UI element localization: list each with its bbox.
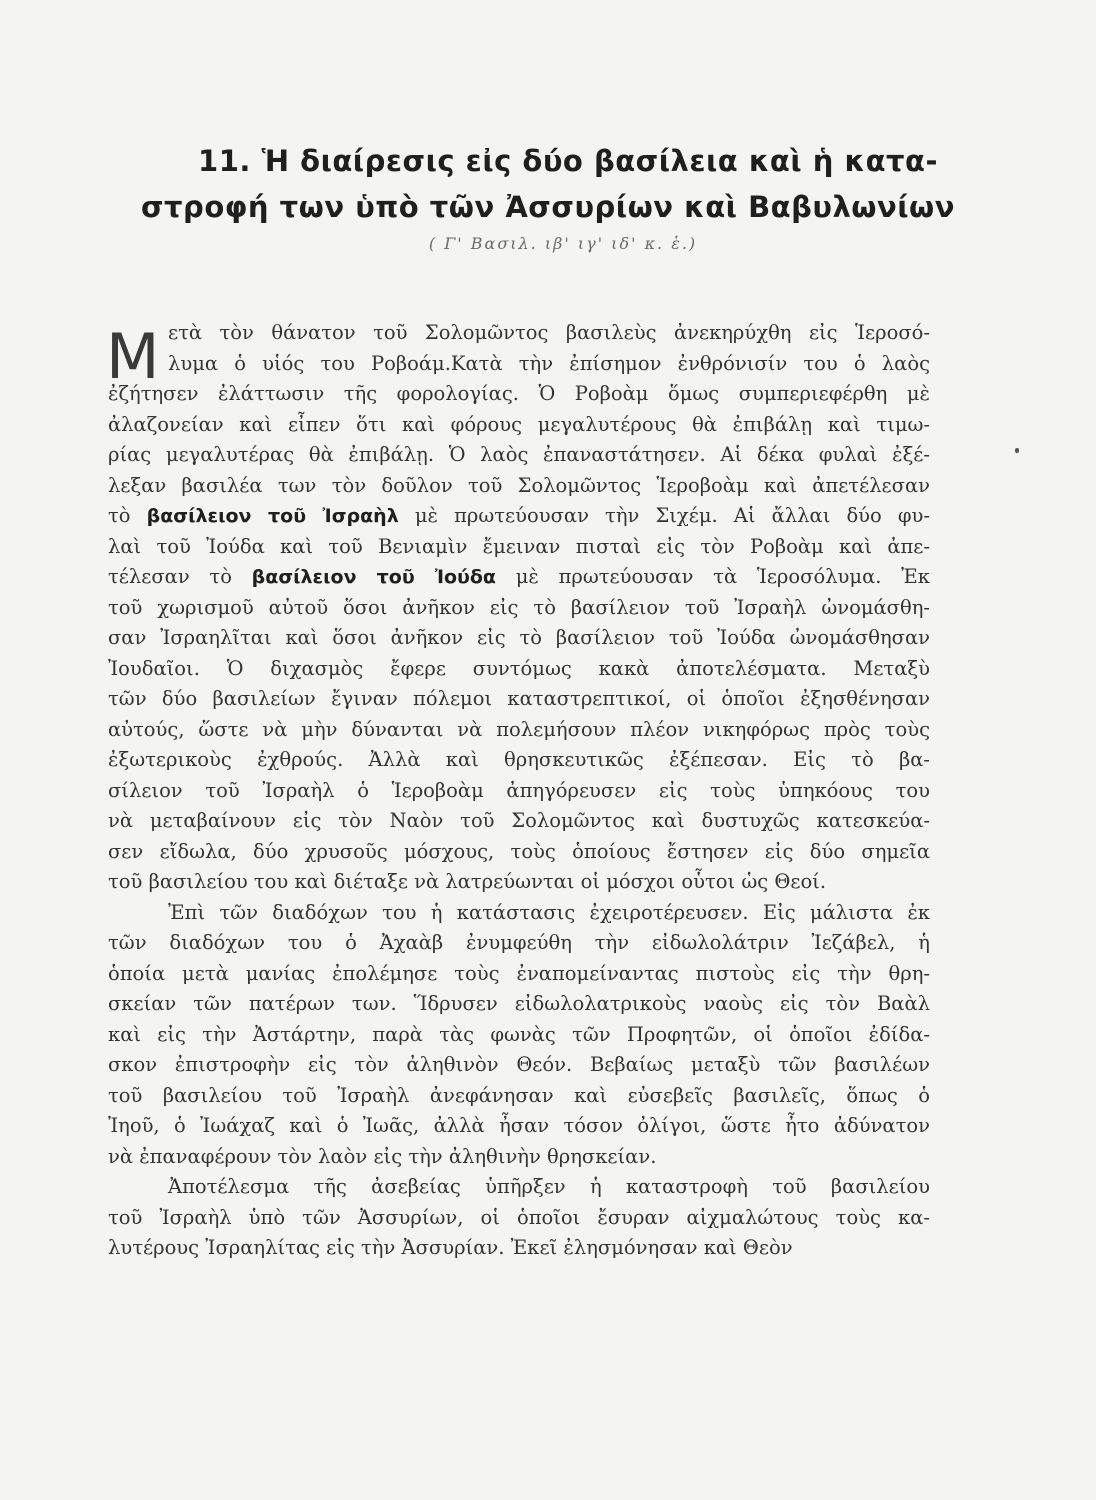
text-segment: τοῦ βασιλείου του καὶ διέταξε νὰ λατρεύωνται οἱ μόσχοι οὗτοι ὡς Θεοί. [108,870,827,893]
text-line [108,471,930,502]
text-line [108,928,930,959]
text-segment: σεν εἴδωλα, δύο χρυσοῦς μόσχους, τοὺς ὁποίους ἔστησεν εἰς δύο σημεῖα [108,839,930,863]
text-segment: ἐζήτησεν ἐλάττωσιν τῆς φορολογίας. Ὁ Ροβοὰμ ὅμως συμπεριεφέρθη μὲ [108,382,930,405]
text-line [108,623,930,654]
text-line [108,410,930,441]
text-segment: τοῦ χωρισμοῦ αὐτοῦ ὅσοι ἀνῆκον εἰς τὸ βασίλειον τοῦ Ἰσραὴλ ὠνομάσθη- [108,595,930,619]
margin-mark [1015,448,1019,453]
text-segment: σαν Ἰσραηλῖται καὶ ὅσοι ἀνῆκον εἰς τὸ βασίλειον τοῦ Ἰούδα ὠνομάσθησαν [108,626,930,649]
text-line [108,379,930,410]
text-line [108,1020,930,1051]
text-segment: νὰ μεταβαίνουν εἰς τὸν Ναὸν τοῦ Σολομῶντος καὶ δυστυχῶς κατεσκεύα- [108,809,930,832]
text-segment: λεξαν βασιλέα των τὸν δοῦλον τοῦ Σολομῶντος Ἱεροβοὰμ καὶ ἀπετέλεσαν [108,473,930,497]
text-segment: λαὶ τοῦ Ἰούδα καὶ τοῦ Βενιαμὶν ἔμειναν πισταὶ εἰς τὸν Ροβοὰμ καὶ ἀπε- [108,534,930,558]
heading-line-2: στροφή των ὑπὸ τῶν Ἀσσυρίων καὶ Βαβυλωνίων [140,190,956,224]
text-line [108,1081,930,1112]
text-segment: ὁποία μετὰ μανίας ἐπολέμησε τοὺς ἐναπομείναντας πιστοὺς εἰς τὴν θρη- [108,961,930,985]
text-line [108,1233,930,1264]
text-line [108,745,930,776]
text-line [108,867,930,898]
text-segment: Ἰηοῦ, ὁ Ἰωάχαζ καὶ ὁ Ἰωᾶς, ἀλλὰ ἦσαν τόσον ὀλίγοι, ὥστε ἦτο ἀδύνατον [108,1114,930,1137]
text-segment: αὐτούς, ὥστε νὰ μὴν δύνανται νὰ πολεμήσουν πλέον νικηφόρως πρὸς τοὺς [108,717,930,741]
text-segment: μὲ πρωτεύουσαν τὰ Ἱεροσόλυμα. Ἐκ [496,565,930,588]
text-segment: τῶν διαδόχων του ὁ Ἀχαὰβ ἐνυμφεύθη τὴν εἰδωλολάτριν Ἰεζάβελ, ἡ [108,931,930,954]
text-line [108,1172,930,1203]
kingdom-name-bold: βασίλειον τοῦ Ἰσραὴλ [146,505,399,527]
text-line [108,806,930,837]
text-segment: ἐξωτερικοὺς ἐχθρούς. Ἀλλὰ καὶ θρησκευτικῶς ἐξέπεσαν. Εἰς τὸ βα- [108,748,930,771]
text-segment: ρίας μεγαλυτέρας θὰ ἐπιβάλῃ. Ὁ λαὸς ἐπαναστάτησεν. Αἱ δέκα φυλαὶ ἐξέ- [108,443,930,466]
text-segment: σκείαν τῶν πατέρων των. Ἵδρυσεν εἰδωλολατρικοὺς ναοὺς εἰς τὸν Βαὰλ [108,992,930,1015]
text-segment: ἀλαζονείαν καὶ εἶπεν ὅτι καὶ φόρους μεγαλυτέρους θὰ ἐπιβάλῃ καὶ τιμω- [108,412,930,436]
text-segment: τέλεσαν τὸ [108,565,252,588]
text-line [108,1142,930,1173]
body-text [108,318,930,1264]
text-line [108,562,930,593]
text-segment: σκον ἐπιστροφὴν εἰς τὸν ἀληθινὸν Θεόν. Βεβαίως μεταξὺ τῶν βασιλέων [108,1053,930,1076]
text-segment: Ἐπὶ τῶν διαδόχων του ἡ κατάστασις ἐχειροτέρευσεν. Εἰς μάλιστα ἐκ [168,900,930,924]
text-segment: καὶ εἰς τὴν Ἀστάρτην, παρὰ τὰς φωνὰς τῶν Προφητῶν, οἱ ὁποῖοι ἐδίδα- [108,1022,930,1046]
drop-cap: Μ [106,320,160,393]
text-line [108,898,930,929]
text-line [108,532,930,563]
text-line [108,1203,930,1234]
text-line [108,349,930,380]
text-line [108,837,930,868]
text-segment: νὰ ἐπαναφέρουν τὸν λαὸν εἰς τὴν ἀληθινὴν θρησκείαν. [108,1144,657,1168]
text-line [108,989,930,1020]
heading-line-1: 11. Ἡ διαίρεσις εἰς δύο βασίλεια καὶ ἡ κατα- [198,144,938,178]
text-segment: ετὰ τὸν θάνατον τοῦ Σολομῶντος βασιλεὺς ἀνεκηρύχθη εἰς Ἱεροσό- [168,321,930,344]
text-line [108,501,930,532]
text-line [108,1111,930,1142]
scripture-reference: ( Γ' Βασιλ. ιβ' ιγ' ιδ' κ. ἑ.) [428,234,698,253]
text-line [108,959,930,990]
text-segment: τῶν δύο βασιλείων ἔγιναν πόλεμοι καταστρεπτικοί, οἱ ὁποῖοι ἐξησθένησαν [108,687,930,710]
text-line [108,593,930,624]
text-line [108,654,930,685]
text-segment: λυμα ὁ υἱός του Ροβοάμ.Κατὰ τὴν ἐπίσημον ἐνθρόνισίν του ὁ λαὸς [168,351,930,375]
text-segment: μὲ πρωτεύουσαν τὴν Σιχέμ. Αἱ ἄλλαι δύο φυ- [398,504,930,527]
text-segment: τὸ [108,504,147,527]
text-segment: Ἰουδαῖοι. Ὁ διχασμὸς ἔφερε συντόμως κακὰ ἀποτελέσματα. Μεταξὺ [108,656,930,680]
text-segment: λυτέρους Ἰσραηλίτας εἰς τὴν Ἀσσυρίαν. Ἐκεῖ ἐλησμόνησαν καὶ Θεὸν [108,1236,793,1259]
text-line [108,440,930,471]
text-segment: Ἀποτέλεσμα τῆς ἀσεβείας ὑπῆρξεν ἡ καταστροφὴ τοῦ βασιλείου [168,1175,930,1198]
text-segment: τοῦ βασιλείου τοῦ Ἰσραὴλ ἀνεφάνησαν καὶ εὐσεβεῖς βασιλεῖς, ὅπως ὁ [108,1083,930,1107]
chapter-heading [0,138,1096,230]
text-segment: τοῦ Ἰσραὴλ ὑπὸ τῶν Ἀσσυρίων, οἱ ὁποῖοι ἔσυραν αἰχμαλώτους τοὺς κα- [108,1205,930,1229]
kingdom-name-bold: βασίλειον τοῦ Ἰούδα [251,566,496,588]
text-line [108,1050,930,1081]
text-line [108,776,930,807]
text-line [108,684,930,715]
text-segment: σίλειον τοῦ Ἰσραὴλ ὁ Ἱεροβοὰμ ἀπηγόρευσεν εἰς τοὺς ὑπηκόους του [108,778,930,802]
text-line [108,715,930,746]
text-line [108,318,930,349]
